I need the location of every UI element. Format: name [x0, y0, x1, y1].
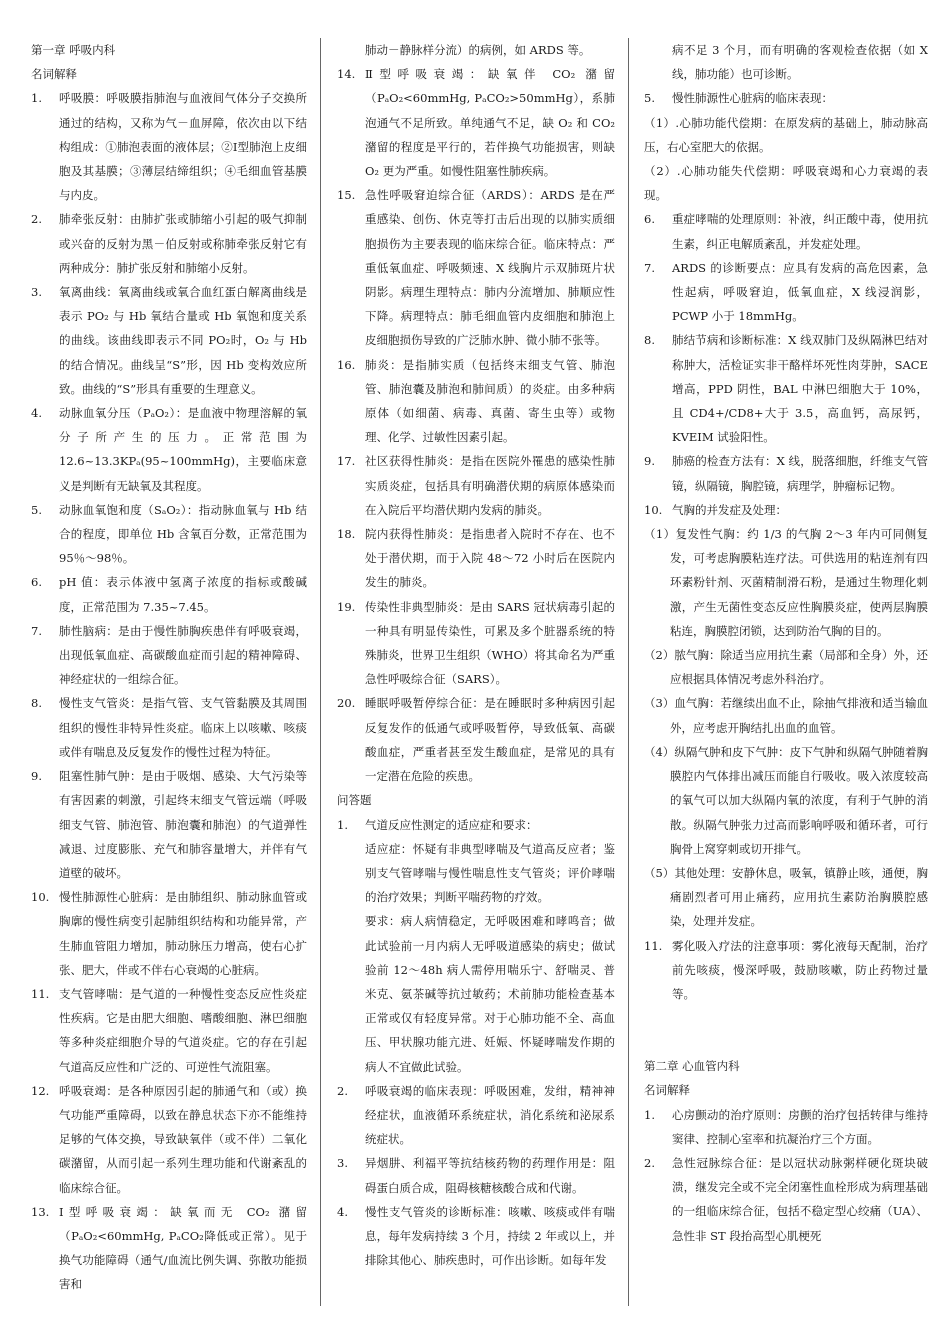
item-text: 传染性非典型肺炎：是由 SARS 冠状病毒引起的一种具有明显传染性，可累及多个脏器系统的特殊肺炎，世界卫生组织（WHO）将其命名为严重急性呼吸综合征（SARS）。 [365, 599, 615, 687]
item-number: 16. [337, 357, 356, 372]
item-number: 6. [644, 212, 655, 227]
item-number: 5. [31, 502, 42, 517]
list-item [31, 982, 307, 1079]
item-text: 支气管哮喘：是气道的一种慢性变态反应性炎症性疾病。它是由肥大细胞、嗜酸细胞、淋巴细胞等多种炎症细胞介导的气道炎症。它的存在引起气道高反应性和广泛的、可逆性气流阻塞。 [59, 986, 307, 1074]
item-text: 雾化吸入疗法的注意事项：雾化液每天配制，治疗前先咳痰，慢深呼吸，鼓励咳嗽，防止药物过量等。 [672, 938, 928, 1001]
item-text: 动脉血氧分压（PₐO₂）：是血液中物理溶解的氧分子所产生的压力。正常范围为12.6~13.3KPₐ(95~100mmHg)，主要临床意义是判断有无缺氧及其程度。 [59, 406, 307, 493]
list-item [644, 256, 928, 329]
list-item [31, 1200, 307, 1297]
list-item [337, 1151, 615, 1199]
item-text: 社区获得性肺炎：是指在医院外罹患的感染性肺实质炎症，包括具有明确潜伏期的病原体感染而在入院后平均潜伏期内发病的肺炎。 [365, 454, 615, 517]
item-text: ARDS 的诊断要点：应具有发病的高危因素，急性起病，呼吸窘迫，低氧血症，X 线浸润影，PCWP 小于 18mmHg。 [672, 260, 928, 324]
section-title: 问答题 [337, 793, 372, 808]
list-item [337, 183, 615, 352]
list-item [337, 1200, 615, 1273]
item-number: 4. [31, 406, 42, 421]
item-number: 7. [644, 260, 655, 275]
item-number: 4. [337, 1204, 348, 1219]
list-item [31, 1079, 307, 1200]
column-2 [337, 38, 615, 1316]
item-text: 氧离曲线：氧离曲线或氧合血红蛋白解离曲线是表示 PO₂ 与 Hb 氧结合量或 Hb 氧饱和度关系的曲线。该曲线即表示不同 PO₂时，O₂ 与 Hb 的结合情况。曲线呈“S”形，因 Hb 变构效应所致。曲线的“S”形具有重要的生理意义。 [59, 285, 307, 396]
item-text: 呼吸衰竭的临床表现：呼吸困难，发绀，精神神经症状，血液循环系统症状，消化系统和泌尿系统症状。 [365, 1083, 615, 1147]
item-text: 急性呼吸窘迫综合征（ARDS）：ARDS 是在严重感染、创伤、休克等打击后出现的以肺实质细胞损伤为主要表现的临床综合征。临床特点：严重低氧血症、呼吸频速、X 线胸片示双肺斑片状阴影。病理生理特点：肺内分流增加、肺顺应性下降。病理特点：肺毛细血管内皮细胞和肺泡上皮细胞损伤导致的广泛肺水肿、微小肺不张等。 [365, 188, 615, 348]
list-item [31, 570, 307, 618]
sub-item: （2）.心肺功能失代偿期：呼吸衰竭和心力衰竭的表现。 [644, 164, 928, 203]
list-item [337, 1079, 615, 1152]
item-text: 肺炎：是指肺实质（包括终末细支气管、肺泡管、肺泡囊及肺泡和肺间质）的炎症。由多种病原体（如细菌、病毒、真菌、寄生虫等）或物理、化学、过敏性因素引起。 [365, 357, 615, 445]
list-item [644, 1103, 928, 1151]
item-number: 10. [644, 502, 663, 517]
item-number: 7. [31, 623, 42, 638]
item-text: 慢性支气管炎：是指气管、支气管黏膜及其周围组织的慢性非特异性炎症。临床上以咳嗽、咳痰或伴有喘息及反复发作的慢性过程为特征。 [59, 696, 307, 759]
list-item [644, 207, 928, 255]
item-number: 20. [337, 696, 356, 711]
item-number: 9. [644, 454, 655, 469]
item-text: 气胸的并发症及处理： [672, 502, 787, 517]
item-number: 1. [644, 1107, 655, 1122]
column-divider [320, 38, 321, 1306]
list-item [337, 813, 615, 837]
item-number: 2. [337, 1083, 348, 1098]
list-item [644, 934, 928, 1007]
sub-item: （5）其他处理：安静休息，吸氧，镇静止咳，通便，胸痛剧烈者可用止痛药，应用抗生素防治胸膜腔感染，处理并发症。 [644, 865, 928, 929]
paragraph: 要求：病人病情稳定，无呼吸困难和哮鸣音；做此试验前一月内病人无呼吸道感染的病史；做试验前 12～48h 病人需停用喘乐宁、舒喘灵、普米克、氨茶碱等抗过敏药；术前肺功能检查基本正常或仅有轻度异常。对于心肺功能不全、高血压、甲状腺功能亢进、妊娠、怀疑哮喘发作期的病人不宜做此试验。 [365, 914, 615, 1074]
item-number: 15. [337, 188, 356, 203]
list-item [337, 62, 615, 183]
column-divider [628, 38, 629, 1306]
list-item [644, 328, 928, 449]
item-text: 肺癌的检查方法有：X 线，脱落细胞，纤维支气管镜，纵隔镜，胸腔镜，病理学，肿瘤标记物。 [672, 454, 928, 493]
item-text: 慢性肺源性心脏病的临床表现： [672, 91, 833, 106]
item-number: 9. [31, 769, 42, 784]
item-number: 19. [337, 599, 356, 614]
item-number: 13. [31, 1204, 50, 1219]
list-item [31, 207, 307, 280]
sub-item: （4）纵隔气肿和皮下气肿：皮下气肿和纵隔气肿随着胸膜腔内气体排出减压而能自行吸收。吸入浓度较高的氧气可以加大纵隔内氧的浓度，有利于气肿的消散。纵隔气肿张力过高而影响呼吸和循环者，可行胸骨上窝穿刺或切开排气。 [644, 744, 928, 856]
chapter-title: 第二章 心血管内科 [644, 1059, 740, 1074]
item-text: 气道反应性测定的适应症和要求： [365, 817, 538, 832]
item-number: 14. [337, 67, 356, 82]
item-number: 2. [31, 212, 42, 227]
item-number: 10. [31, 890, 50, 905]
item-text: 慢性支气管炎的诊断标准：咳嗽、咳痰或伴有喘息，每年发病持续 3 个月，持续 2 年或以上，并排除其他心、肺疾患时，可作出诊断。如每年发 [365, 1204, 615, 1268]
list-item [644, 86, 928, 110]
list-item [337, 353, 615, 450]
item-number: 6. [31, 575, 42, 590]
item-text: 慢性肺源性心脏病：是由肺组织、肺动脉血管或胸廓的慢性病变引起肺组织结构和功能异常，产生肺血管阻力增加，肺动脉压力增高，使右心扩张、肥大，伴或不伴右心衰竭的心脏病。 [59, 890, 307, 977]
chapter-title: 第一章 呼吸内科 [31, 43, 116, 57]
section-title: 名词解释 [31, 67, 77, 82]
item-text: Ⅱ型呼吸衰竭：缺氧伴 CO₂ 潴留（PₐO₂<60mmHg, PₐCO₂>50mmHg），系肺泡通气不足所致。单纯通气不足，缺 O₂ 和 CO₂ 潴留的程度是平行的，若伴换气功能损害，则缺 O₂ 更为严重。如慢性阻塞性肺疾病。 [365, 67, 615, 179]
paragraph: 适应症：怀疑有非典型哮喘及气道高反应者；鉴别支气管哮喘与慢性喘息性支气管炎；评价哮喘的治疗效果；判断平喘药物的疗效。 [365, 841, 615, 905]
item-text: 肺结节病和诊断标准：X 线双肺门及纵隔淋巴结对称肿大，活检证实非干酪样坏死性肉芽肿，SACE 增高，PPD 阴性，BAL 中淋巴细胞大于 10%，且 CD4+/CD8+大于 3.5，高血钙，高尿钙，KVEIM 试验阳性。 [672, 333, 928, 445]
item-text: 肺牵张反射：由肺扩张或肺缩小引起的吸气抑制或兴奋的反射为黑－伯反射或称肺牵张反射它有两种成分：肺扩张反射和肺缩小反射。 [59, 212, 307, 275]
item-text: 院内获得性肺炎：是指患者入院时不存在、也不处于潜伏期，而于入院 48～72 小时后在医院内发生的肺炎。 [365, 527, 615, 590]
sub-item: （3）血气胸：若继续出血不止，除抽气排液和适当输血外，应考虑开胸结扎出血的血管。 [644, 696, 928, 735]
list-item [31, 280, 307, 401]
list-item [337, 595, 615, 692]
item-number: 1. [337, 817, 348, 832]
list-item [31, 691, 307, 764]
sub-item: （1）.心肺功能代偿期：在原发病的基础上，肺动脉高压，右心室肥大的依据。 [644, 115, 928, 154]
list-item [337, 522, 615, 595]
list-item [644, 1151, 928, 1248]
list-item [337, 691, 615, 788]
item-number: 3. [337, 1156, 348, 1171]
list-item [31, 498, 307, 571]
list-item [31, 885, 307, 982]
item-number: 17. [337, 454, 356, 469]
item-text: 动脉血氧饱和度（SₐO₂）：指动脉血氧与 Hb 结合的程度，即单位 Hb 含氧百分数，正常范围为95％～98％。 [59, 502, 307, 566]
item-text: 心房颤动的治疗原则：房颤的治疗包括转律与维持窦律、控制心室率和抗凝治疗三个方面。 [672, 1107, 928, 1146]
section-title: 名词解释 [644, 1083, 690, 1098]
item-text: pH 值：表示体液中氢离子浓度的指标或酸碱度，正常范围为 7.35~7.45。 [59, 575, 307, 614]
item-text: 急性冠脉综合征：是以冠状动脉粥样硬化斑块破溃，继发完全或不完全闭塞性血栓形成为病理基础的一组临床综合征，包括不稳定型心绞痛（UA）、急性非 ST 段抬高型心肌梗死 [672, 1155, 928, 1243]
item-number: 8. [31, 696, 42, 711]
item-number: 18. [337, 527, 356, 542]
item-number: 3. [31, 285, 42, 300]
list-item [31, 401, 307, 498]
item-text: 异烟肼、利福平等抗结核药物的药理作用是：阻碍蛋白质合成，阻碍核糖核酸合成和代谢。 [365, 1156, 615, 1195]
spacer [644, 1006, 928, 1054]
item-number: 5. [644, 91, 655, 106]
list-item [31, 764, 307, 885]
item-text: 阻塞性肺气肿：是由于吸烟、感染、大气污染等有害因素的刺激，引起终末细支气管远端（呼吸细支气管、肺泡管、肺泡囊和肺泡）的气道弹性减退、过度膨胀、充气和肺容量增大，并伴有气道壁的破坏。 [59, 769, 307, 880]
item-number: 12. [31, 1083, 50, 1098]
item-text: 肺性脑病：是由于慢性肺胸疾患伴有呼吸衰竭，出现低氧血症、高碳酸血症而引起的精神障碍、神经症状的一组综合征。 [59, 623, 307, 687]
item-number: 2. [644, 1155, 655, 1170]
list-item [337, 449, 615, 522]
list-item [644, 449, 928, 497]
continued-text: 病不足 3 个月，而有明确的客观检查依据（如 X 线，肺功能）也可诊断。 [672, 43, 928, 82]
item-text: 睡眠呼吸暂停综合征：是在睡眠时多种病因引起反复发作的低通气或呼吸暂停，导致低氧、高碳酸血症，严重者甚至发生酸血症，是常见的具有一定潜在危险的疾患。 [365, 696, 615, 784]
item-text: 呼吸衰竭：是各种原因引起的肺通气和（或）换气功能严重障碍，以致在静息状态下亦不能维持足够的气体交换，导致缺氧伴（或不伴）二氧化碳潴留，从而引起一系列生理功能和代谢紊乱的临床综合征。 [59, 1083, 307, 1195]
list-item [31, 619, 307, 692]
item-number: 8. [644, 333, 655, 348]
item-number: 11. [644, 938, 663, 953]
list-item [31, 86, 307, 207]
list-item [644, 498, 928, 522]
continued-text: 肺动－静脉样分流）的病例，如 ARDS 等。 [365, 43, 591, 57]
sub-item: （2）脓气胸：除适当应用抗生素（局部和全身）外，还应根据具体情况考虑外科治疗。 [644, 648, 928, 687]
column-1 [31, 38, 307, 1316]
item-number: 1. [31, 91, 42, 106]
sub-item: （1）复发性气胸：约 1/3 的气胸 2～3 年内可同侧复发，可考虑胸膜粘连疗法。可供选用的粘连剂有四环素粉针剂、灭菌精制滑石粉，是通过生物理化刺激，产生无菌性变态反应性胸膜炎症，使两层胸膜粘连，胸膜腔闭锁，达到防治气胸的目的。 [644, 527, 928, 638]
item-text: 重症哮喘的处理原则：补液，纠正酸中毒，使用抗生素，纠正电解质紊乱，并发症处理。 [672, 212, 928, 251]
column-3 [644, 38, 928, 1316]
item-text: 呼吸膜：呼吸膜指肺泡与血液间气体分子交换所通过的结构，又称为气－血屏障，依次由以下结构组成：①肺泡表面的液体层；②Ⅰ型肺泡上皮细胞及其基膜；③薄层结缔组织；④毛细血管基膜与内皮。 [59, 91, 307, 203]
item-text: Ⅰ型呼吸衰竭：缺氧而无 CO₂ 潴留（PₐO₂<60mmHg, PₐCO₂降低或正常）。见于换气功能障碍（通气/血流比例失调、弥散功能损害和 [59, 1204, 307, 1292]
item-number: 11. [31, 986, 50, 1001]
